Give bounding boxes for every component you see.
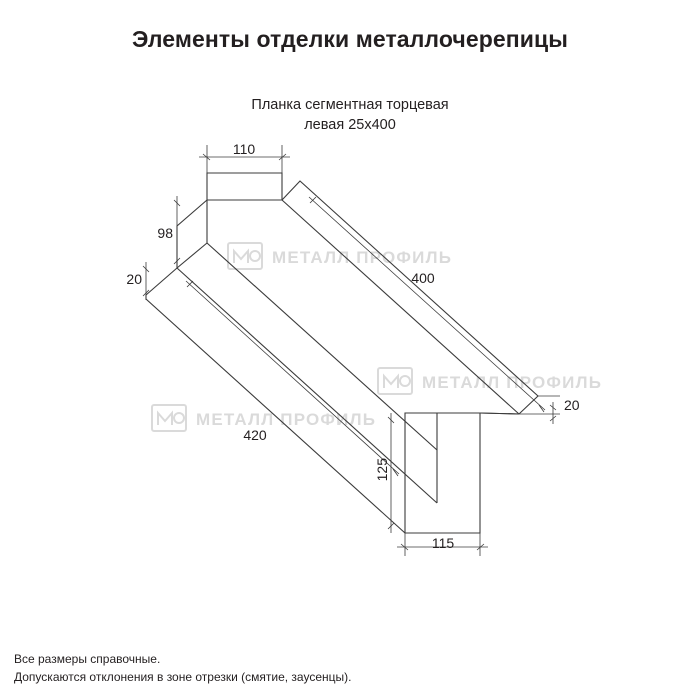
dim-110: 110 bbox=[232, 141, 256, 157]
svg-text:МЕТАЛЛ ПРОФИЛЬ: МЕТАЛЛ ПРОФИЛЬ bbox=[422, 373, 603, 392]
dim-20-right: 20 bbox=[564, 397, 580, 413]
footnotes bbox=[14, 650, 351, 686]
dim-20-left: 20 bbox=[126, 271, 142, 287]
watermark-3 bbox=[378, 368, 602, 394]
svg-text:МЕТАЛЛ ПРОФИЛЬ: МЕТАЛЛ ПРОФИЛЬ bbox=[272, 248, 453, 267]
page-title: Элементы отделки металлочерепицы bbox=[131, 26, 568, 52]
svg-text:МЕТАЛЛ ПРОФИЛЬ: МЕТАЛЛ ПРОФИЛЬ bbox=[196, 410, 377, 429]
dimension-lines bbox=[143, 145, 560, 556]
subtitle-line-1: Планка сегментная торцевая bbox=[251, 97, 449, 113]
dim-400: 400 bbox=[411, 270, 435, 286]
footnote-line-1: Все размеры справочные. bbox=[14, 652, 161, 666]
watermark-1 bbox=[228, 243, 452, 269]
dim-125: 125 bbox=[374, 458, 390, 482]
dim-115: 115 bbox=[431, 535, 455, 551]
footnote-line-2: Допускаются отклонения в зоне отрезки (смятие, заусенцы). bbox=[14, 670, 352, 684]
dim-420: 420 bbox=[243, 427, 267, 443]
dim-98: 98 bbox=[157, 225, 173, 241]
subtitle-line-2: левая 25х400 bbox=[304, 117, 396, 133]
dimension-labels bbox=[126, 141, 579, 551]
